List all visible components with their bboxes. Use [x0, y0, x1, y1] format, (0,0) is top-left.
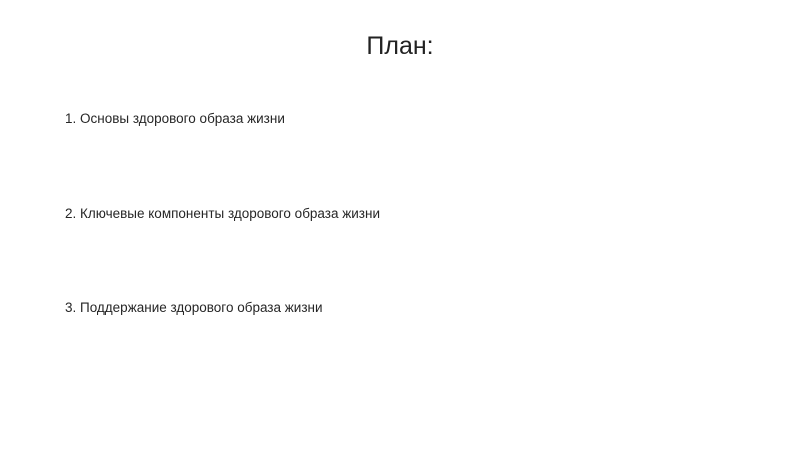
plan-item-2: 2. Ключевые компоненты здорового образа жизни [65, 206, 380, 221]
plan-item-1: 1. Основы здорового образа жизни [65, 111, 285, 126]
slide-title: План: [366, 32, 434, 60]
plan-item-3: 3. Поддержание здорового образа жизни [65, 300, 323, 315]
